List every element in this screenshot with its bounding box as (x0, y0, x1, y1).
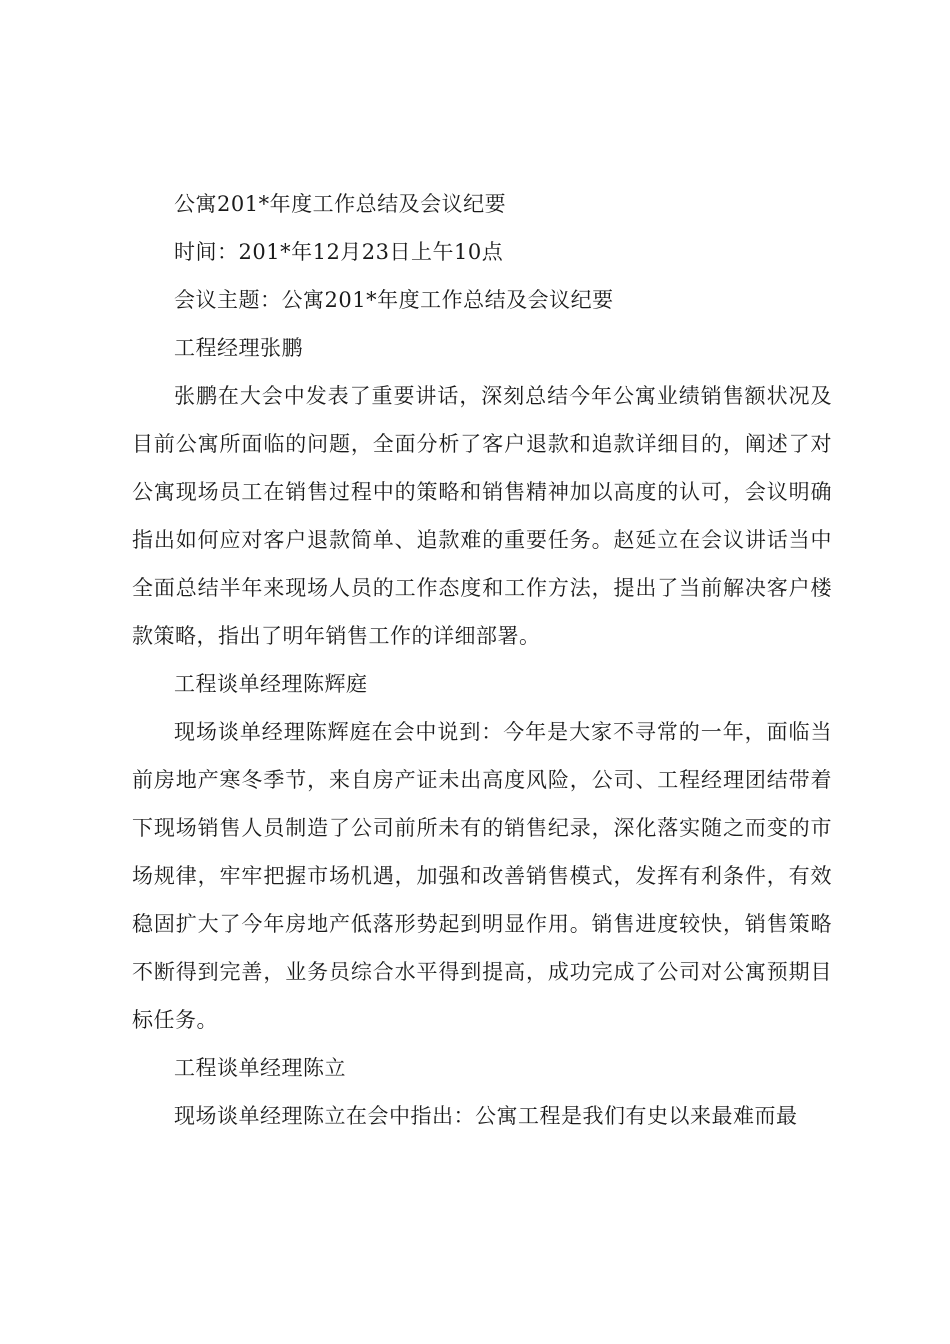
section-body-zhang-peng: 张鹏在大会中发表了重要讲话，深刻总结今年公寓业绩销售额状况及目前公寓所面临的问题，全面分析了客户退款和追款详细目的，阐述了对公寓现场员工在销售过程中的策略和销售精神加以高度的认可，会议明确指出如何应对客户退款简单、追款难的重要任务。赵延立在会议讲话当中全面总结半年来现场人员的工作态度和工作方法，提出了当前解决客户楼款策略，指出了明年销售工作的详细部署。 (132, 384, 832, 648)
section-body-chen-li: 现场谈单经理陈立在会中指出：公寓工程是我们有史以来最难而最 (174, 1104, 798, 1128)
section-heading-zhang-peng: 工程经理张鹏 (174, 336, 303, 360)
section-body-chen-huiting: 现场谈单经理陈辉庭在会中说到：今年是大家不寻常的一年，面临当前房地产寒冬季节，来自房产证未出高度风险，公司、工程经理团结带着下现场销售人员制造了公司前所未有的销售纪录，深化落实随之而变的市场规律，牢牢把握市场机遇，加强和改善销售模式，发挥有利条件，有效稳固扩大了今年房地产低落形势起到明显作用。销售进度较快，销售策略不断得到完善，业务员综合水平得到提高，成功完成了公司对公寓预期目标任务。 (132, 720, 832, 1032)
meeting-time: 时间：201*年12月23日上午10点 (174, 240, 504, 264)
document-body (132, 180, 832, 1140)
section-heading-chen-li: 工程谈单经理陈立 (174, 1056, 346, 1080)
document-title: 公寓201*年度工作总结及会议纪要 (174, 192, 507, 216)
section-heading-chen-huiting: 工程谈单经理陈辉庭 (174, 672, 368, 696)
meeting-topic: 会议主题：公寓201*年度工作总结及会议纪要 (174, 288, 614, 312)
